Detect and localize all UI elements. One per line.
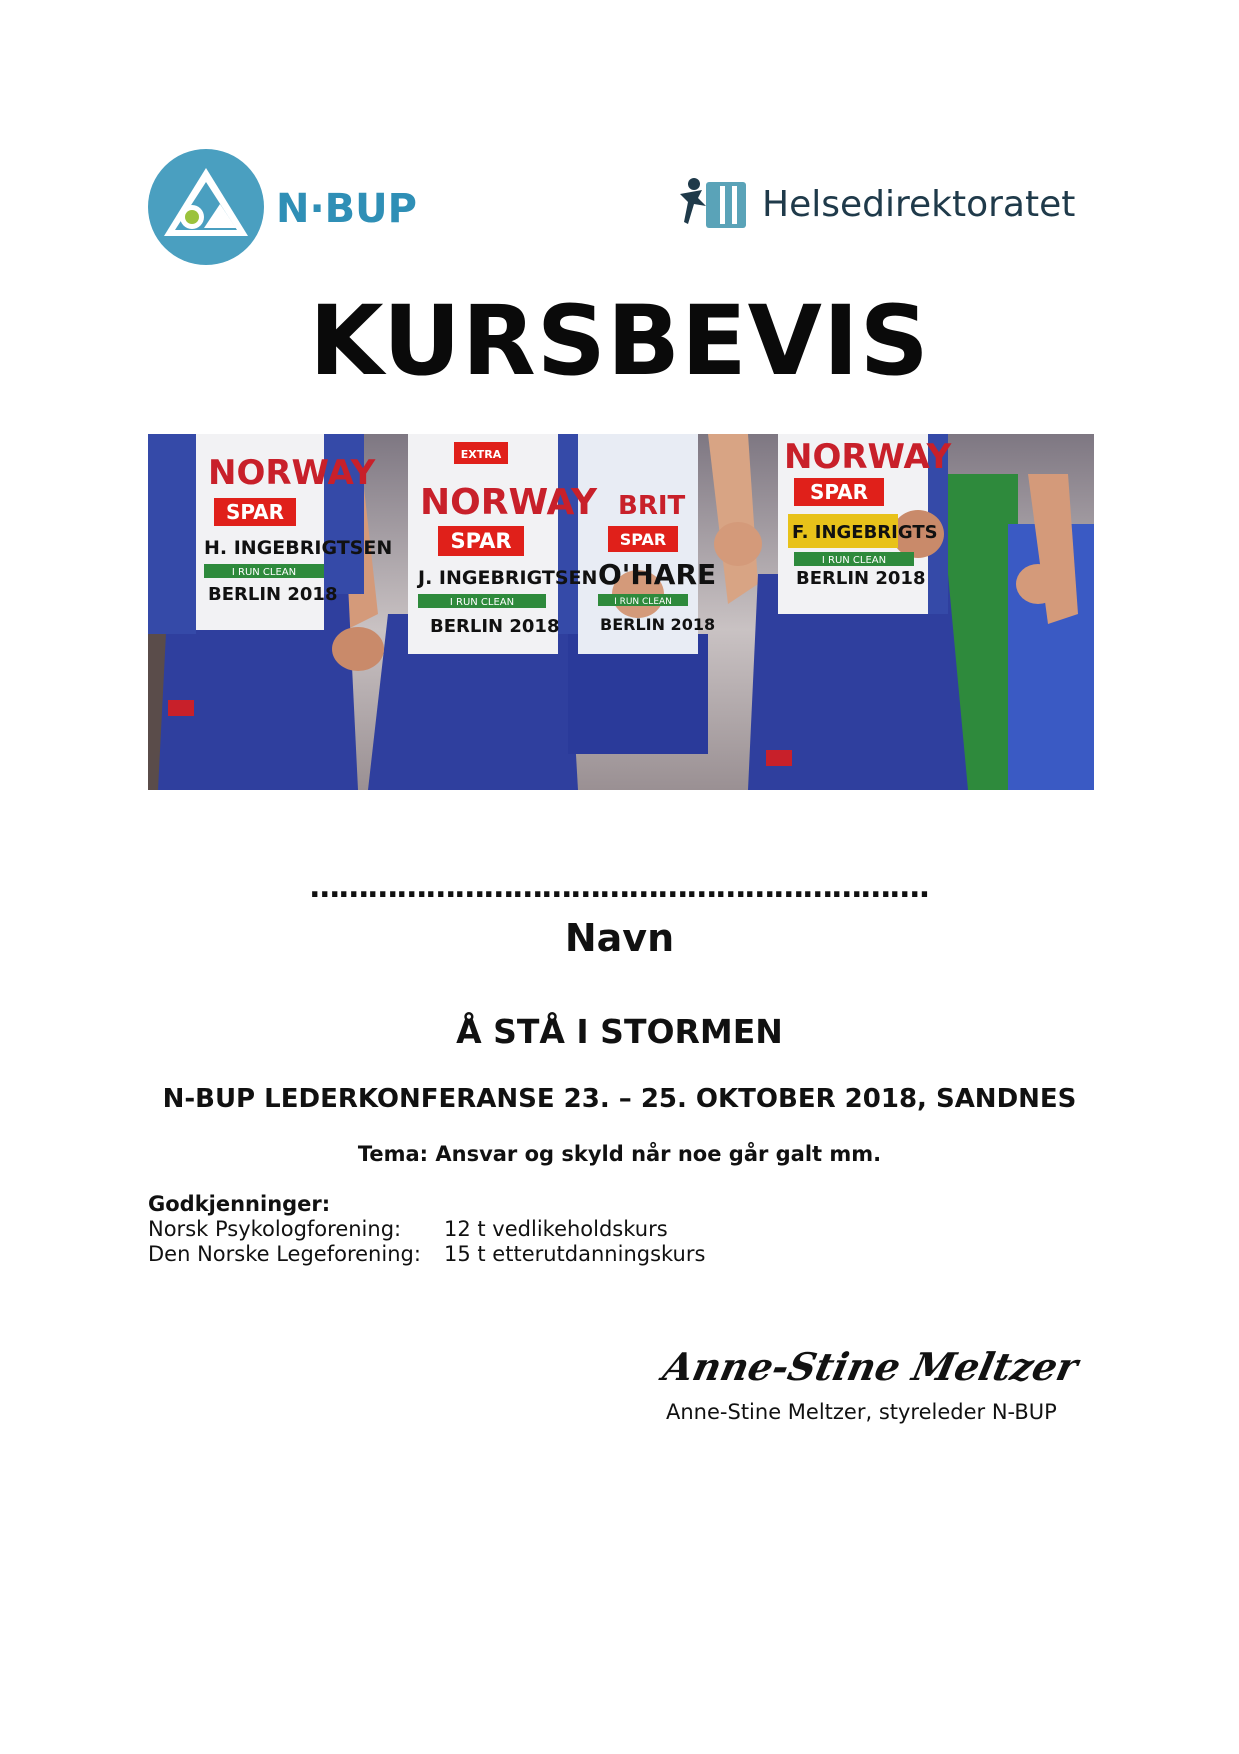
runners-photo: [148, 434, 1094, 790]
extra-tag-text: EXTRA: [460, 448, 502, 461]
svg-text:I RUN CLEAN: I RUN CLEAN: [449, 597, 515, 608]
svg-text:NORWAY: NORWAY: [784, 437, 952, 477]
svg-text:BERLIN 2018: BERLIN 2018: [208, 584, 338, 605]
helsedirektoratet-wordmark: Helsedirektoratet: [762, 184, 1076, 225]
approval-org: Norsk Psykologforening:: [148, 1217, 402, 1241]
svg-text:NORWAY: NORWAY: [420, 482, 598, 523]
svg-text:BERLIN 2018: BERLIN 2018: [796, 568, 926, 589]
approval-row: [148, 1217, 705, 1242]
helsedirektoratet-emblem-icon: [676, 176, 752, 232]
svg-text:NORWAY: NORWAY: [208, 453, 376, 493]
name-label: Navn: [564, 916, 675, 960]
approval-value: 15 t etterutdanningskurs: [444, 1242, 706, 1266]
runners-illustration: [148, 434, 1094, 790]
nbup-wordmark: N·BUP: [276, 186, 417, 232]
theme-line: Tema: Ansvar og skyld når noe går galt mm.: [357, 1142, 882, 1166]
svg-text:J. INGEBRIGTSEN: J. INGEBRIGTSEN: [418, 567, 598, 589]
approvals-heading: Godkjenninger:: [148, 1192, 331, 1216]
approvals-section: [148, 1192, 705, 1267]
nbup-emblem-icon: [148, 148, 268, 266]
svg-text:H. INGEBRIGTSEN: H. INGEBRIGTSEN: [204, 537, 393, 559]
svg-text:F. INGEBRIGTS: F. INGEBRIGTS: [792, 522, 938, 543]
svg-text:BERLIN 2018: BERLIN 2018: [430, 616, 560, 637]
svg-text:I RUN CLEAN: I RUN CLEAN: [231, 567, 297, 578]
svg-text:SPAR: SPAR: [619, 530, 667, 549]
page-title: KURSBEVIS: [309, 285, 930, 397]
svg-text:SPAR: SPAR: [809, 480, 869, 504]
svg-text:SPAR: SPAR: [225, 500, 285, 524]
approval-org: Den Norske Legeforening:: [148, 1242, 421, 1266]
signatory-line: Anne-Stine Meltzer, styreleder N-BUP: [666, 1400, 1057, 1424]
course-title: Å STÅ I STORMEN: [456, 1012, 783, 1051]
approval-value: 12 t vedlikeholdskurs: [444, 1217, 668, 1241]
conference-line: N-BUP LEDERKONFERANSE 23. – 25. OKTOBER 2018, SANDNES: [162, 1084, 1077, 1114]
svg-text:I RUN CLEAN: I RUN CLEAN: [821, 555, 887, 566]
svg-text:SPAR: SPAR: [450, 529, 512, 553]
svg-text:O'HARE: O'HARE: [598, 558, 717, 591]
approval-row: [148, 1242, 705, 1267]
svg-text:BERLIN 2018: BERLIN 2018: [600, 615, 716, 634]
svg-text:I RUN CLEAN: I RUN CLEAN: [614, 597, 672, 607]
svg-text:BRIT: BRIT: [618, 491, 686, 521]
handwritten-signature: Anne-Stine Meltzer: [659, 1344, 1082, 1389]
name-dotted-line: ……………………………………………………….: [309, 870, 930, 905]
